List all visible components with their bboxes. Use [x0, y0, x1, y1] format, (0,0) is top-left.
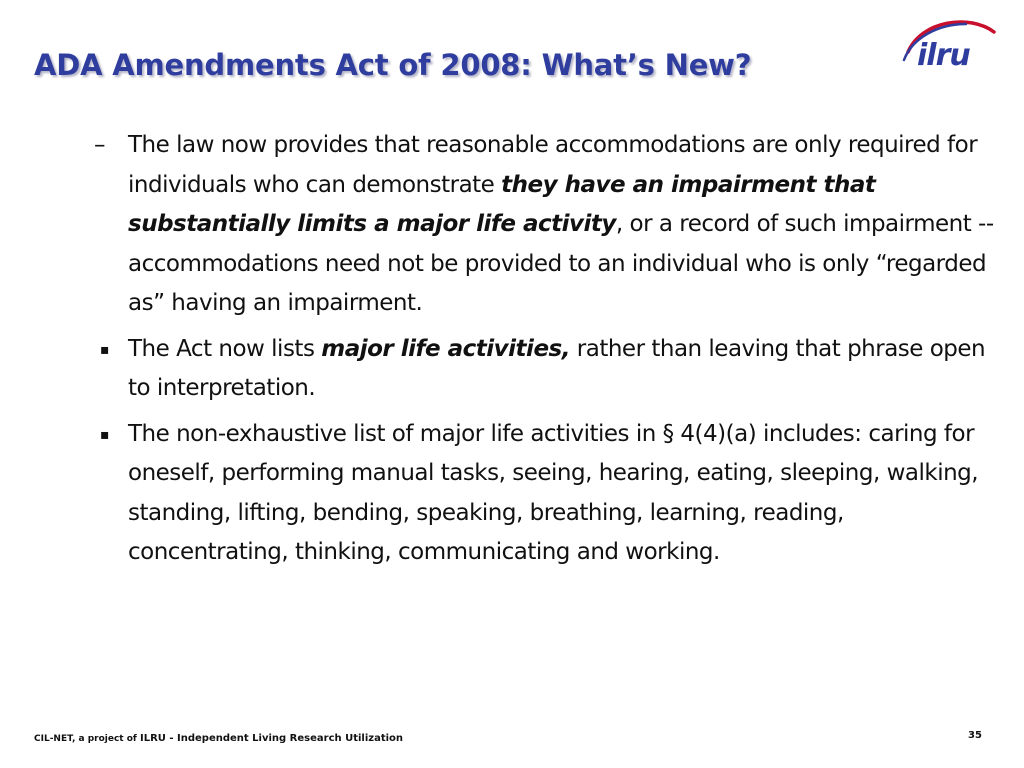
list-item: [94, 126, 998, 324]
slide-title: ADA Amendments Act of 2008: What’s New?: [34, 48, 752, 82]
item-text: The law now provides that reasonable accommodations are only required for individuals who can demonstrate: [128, 132, 978, 198]
dash-bullet: –: [94, 132, 105, 158]
logo-text: ilru: [917, 38, 970, 73]
page-number: 35: [968, 730, 982, 741]
item-emphasis: they have an impairment that substantially limits a major life activity: [128, 171, 876, 237]
item-text: rather than leaving that phrase open to interpretation.: [128, 335, 986, 401]
item-text: The non-exhaustive list of major life activities in § 4(4)(a) includes: caring for oneself, performing manual tasks, seeing, hearing, eating, sleeping, walking, standing, lifting, bending, speaking, breathing, learning, reading, concentrating, thinking, communicating and working.: [128, 420, 979, 565]
footer: [34, 733, 403, 744]
item-text: , or a record of such impairment -- accommodations need not be provided to an individual who is only “regarded as” having an impairment.: [128, 211, 994, 316]
square-bullet-icon: ▪: [100, 426, 109, 443]
item-text: The Act now lists: [128, 335, 322, 362]
footer-org: ILRU - Independent Living Research Utilization: [139, 733, 404, 744]
footer-prefix: CIL-NET, a project of: [34, 734, 140, 744]
ilru-logo: [890, 14, 1002, 84]
item-emphasis: major life activities,: [321, 335, 570, 362]
slide-body: [94, 126, 998, 573]
square-bullet-icon: ▪: [100, 341, 109, 358]
list-item: [100, 330, 998, 409]
list-item: [100, 415, 998, 573]
